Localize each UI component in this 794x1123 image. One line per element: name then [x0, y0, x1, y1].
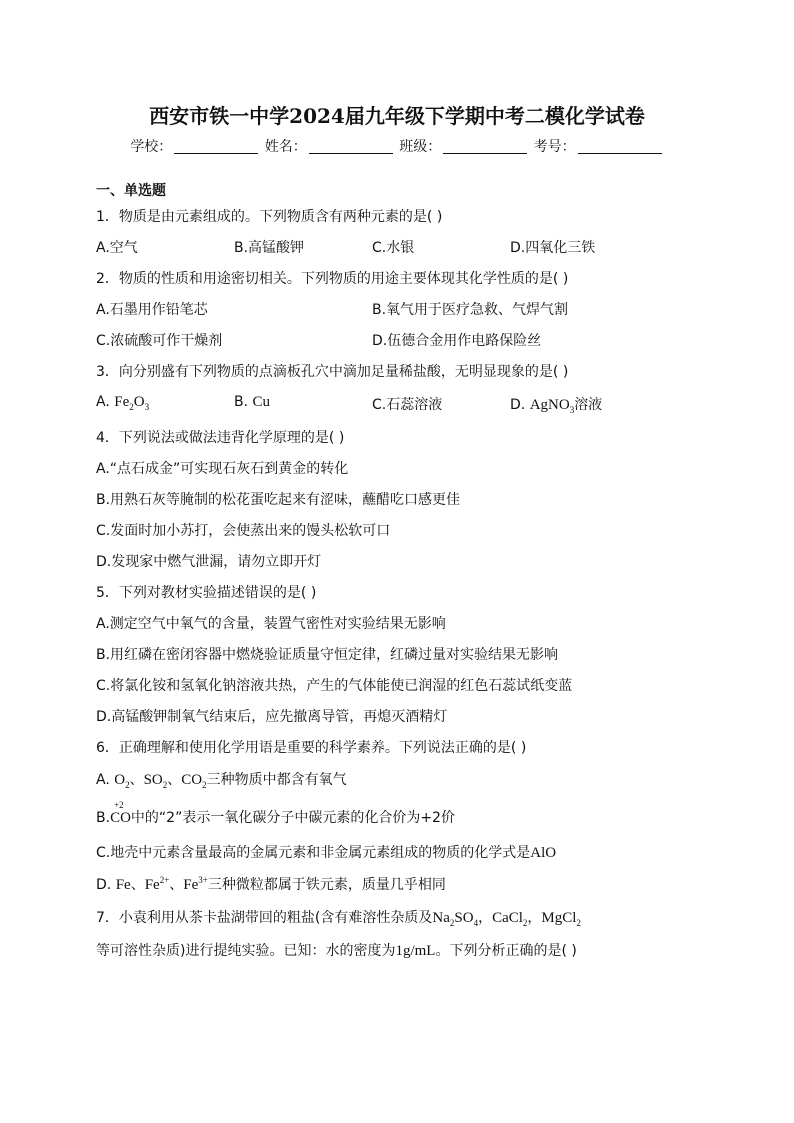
q3-option-b — [234, 394, 270, 411]
school-blank[interactable] — [174, 139, 258, 154]
q6-d-fe3-symbol: Fe — [183, 877, 199, 893]
q6-a-so-sub: 2 — [162, 780, 168, 790]
q4-option-b: B.用熟石灰等腌制的松花蛋吃起来有涩味，蘸醋吃口感更佳 — [96, 492, 461, 508]
q3-option-d — [510, 394, 602, 414]
q6-d-fe2-symbol: Fe — [144, 877, 160, 893]
q2-option-a: A.石墨用作铅笔芯 — [96, 302, 208, 318]
q7-sep2: ， — [527, 910, 542, 926]
q6-a-sep2: 、 — [167, 772, 182, 788]
q6-b-formula — [110, 800, 131, 826]
q4-option-d: D.发现家中燃气泄漏，请勿立即开灯 — [96, 554, 322, 570]
q6-a-o2 — [114, 772, 129, 788]
q3-a-sub1: 2 — [129, 402, 134, 412]
q6-option-d — [96, 874, 446, 894]
q3-option-c: C.石蕊溶液 — [372, 397, 443, 413]
q5-option-c: C.将氯化铵和氢氧化钠溶液共热，产生的气体能使已润湿的红色石蕊试纸变蓝 — [96, 678, 573, 694]
question-1-stem: 1．物质是由元素组成的。下列物质含有两种元素的是( ) — [96, 209, 443, 225]
q7-stem-1: 7．小袁利用从茶卡盐湖带回的粗盐(含有难溶性杂质及 — [96, 910, 433, 926]
exam-number-blank[interactable] — [578, 139, 662, 154]
q6-b-text: 中的“2”表示一氧化碳分子中碳元素的化合价为+2价 — [130, 810, 455, 826]
q3-a-o: O — [133, 394, 145, 410]
q6-d-fe2 — [145, 877, 170, 893]
question-7-stem-line1 — [96, 907, 581, 927]
q4-option-c: C.发面时加小苏打，会使蒸出来的馒头松软可口 — [96, 523, 391, 539]
class-label: 班级： — [399, 139, 442, 155]
q1-option-a: A.空气 — [96, 240, 138, 256]
q6-d-sep1: 、 — [130, 877, 145, 893]
q4-option-a: A.“点石成金”可实现石灰石到黄金的转化 — [96, 461, 349, 477]
student-info-row — [0, 136, 794, 156]
q1-option-c: C.水银 — [372, 240, 415, 256]
q6-option-a — [96, 769, 347, 789]
q2-option-c: C.浓硫酸可作干燥剂 — [96, 333, 223, 349]
q7-density: 1g/mL — [395, 943, 436, 959]
name-blank[interactable] — [309, 139, 393, 154]
q7-so: SO — [454, 910, 474, 926]
q6-c-text: C.地壳中元素含量最高的金属元素和非金属元素组成的物质的化学式是 — [96, 845, 531, 861]
name-label: 姓名： — [264, 139, 307, 155]
q3-d-label: D. — [510, 397, 526, 413]
q6-option-b — [96, 800, 455, 827]
q6-a-o-sub: 2 — [125, 780, 130, 790]
q7-mgcl: MgCl — [541, 910, 577, 926]
question-4-stem: 4．下列说法或做法违背化学原理的是( ) — [96, 430, 345, 446]
q6-d-text: 三种微粒都属于铁元素，质量几乎相同 — [207, 877, 446, 893]
q7-so-sub: 4 — [473, 918, 479, 928]
q6-a-text: 三种物质中都含有氧气 — [206, 772, 347, 788]
q7-cacl-sub: 2 — [522, 918, 528, 928]
q6-option-c — [96, 842, 556, 862]
q7-stem-2: 等可溶性杂质)进行提纯实验。已知：水的密度为 — [96, 943, 396, 959]
q6-b-co: CO — [110, 810, 131, 826]
q6-d-fe3 — [183, 877, 208, 893]
exam-number-label: 考号： — [533, 139, 576, 155]
q6-a-o: O — [114, 772, 126, 788]
q7-na2so4 — [432, 910, 478, 926]
q3-d-formula — [530, 397, 575, 413]
q7-cacl: CaCl — [492, 910, 523, 926]
question-5-stem: 5．下列对教材实验描述错误的是( ) — [96, 585, 317, 601]
q3-a-label: A. — [96, 394, 110, 410]
q3-d-sub: 3 — [569, 405, 575, 415]
q6-c-formula: AlO — [530, 845, 557, 861]
q6-a-co2 — [181, 772, 206, 788]
q7-mgcl2 — [541, 910, 581, 926]
question-6-stem: 6．正确理解和使用化学用语是重要的科学素养。下列说法正确的是( ) — [96, 740, 527, 756]
q7-sep1: ， — [478, 910, 493, 926]
q3-option-a — [96, 394, 149, 411]
question-2-stem: 2．物质的性质和用途密切相关。下列物质的用途主要体现其化学性质的是( ) — [96, 271, 569, 287]
q6-a-so: SO — [143, 772, 163, 788]
q7-na-sub: 2 — [449, 918, 455, 928]
q6-a-co-sub: 2 — [202, 780, 207, 790]
q7-cacl2 — [492, 910, 527, 926]
q2-option-d: D.伍德合金用作电路保险丝 — [372, 333, 542, 349]
q3-a-fe: Fe — [114, 394, 130, 410]
q5-option-d: D.高锰酸钾制氧气结束后，应先撤离导管，再熄灭酒精灯 — [96, 709, 448, 725]
q6-a-sep1: 、 — [129, 772, 144, 788]
q6-a-so2 — [144, 772, 168, 788]
q1-option-b: B.高锰酸钾 — [234, 240, 305, 256]
q3-d-agno: AgNO — [529, 397, 570, 413]
q6-d-fe: Fe — [115, 877, 131, 893]
q1-option-d: D.四氧化三铁 — [510, 240, 596, 256]
q3-b-label: B. — [234, 394, 249, 410]
q3-a-formula — [114, 394, 149, 410]
question-7-stem-line2 — [96, 940, 577, 960]
q6-d-sep2: 、 — [169, 877, 184, 893]
q7-mgcl-sub: 2 — [576, 918, 581, 928]
q6-d-label: D. — [96, 877, 112, 893]
q6-d-fe2-charge: 2+ — [159, 875, 170, 885]
q6-a-co: CO — [181, 772, 203, 788]
question-3-stem: 3．向分别盛有下列物质的点滴板孔穴中滴加足量稀盐酸，无明显现象的是( ) — [96, 364, 569, 380]
q3-a-sub2: 3 — [144, 402, 150, 412]
exam-title: 西安市铁一中学2024届九年级下学期中考二模化学试卷 — [149, 104, 645, 128]
class-blank[interactable] — [443, 139, 527, 154]
q6-b-label: B. — [96, 810, 111, 826]
q6-b-valence: +2 — [114, 800, 124, 810]
q3-d-text: 溶液 — [574, 397, 603, 413]
q3-b-formula: Cu — [252, 394, 271, 410]
q5-option-a: A.测定空气中氧气的含量，装置气密性对实验结果无影响 — [96, 616, 446, 632]
q6-d-fe3-charge: 3+ — [198, 875, 208, 885]
q6-a-label: A. — [96, 772, 110, 788]
q2-option-b: B.氧气用于医疗急救、气焊气割 — [372, 302, 569, 318]
section-heading: 一、单选题 — [96, 183, 166, 199]
q5-option-b: B.用红磷在密闭容器中燃烧验证质量守恒定律，红磷过量对实验结果无影响 — [96, 647, 559, 663]
q7-stem-3: 。下列分析正确的是( ) — [435, 943, 577, 959]
q7-na: Na — [432, 910, 450, 926]
school-label: 学校： — [130, 139, 173, 155]
